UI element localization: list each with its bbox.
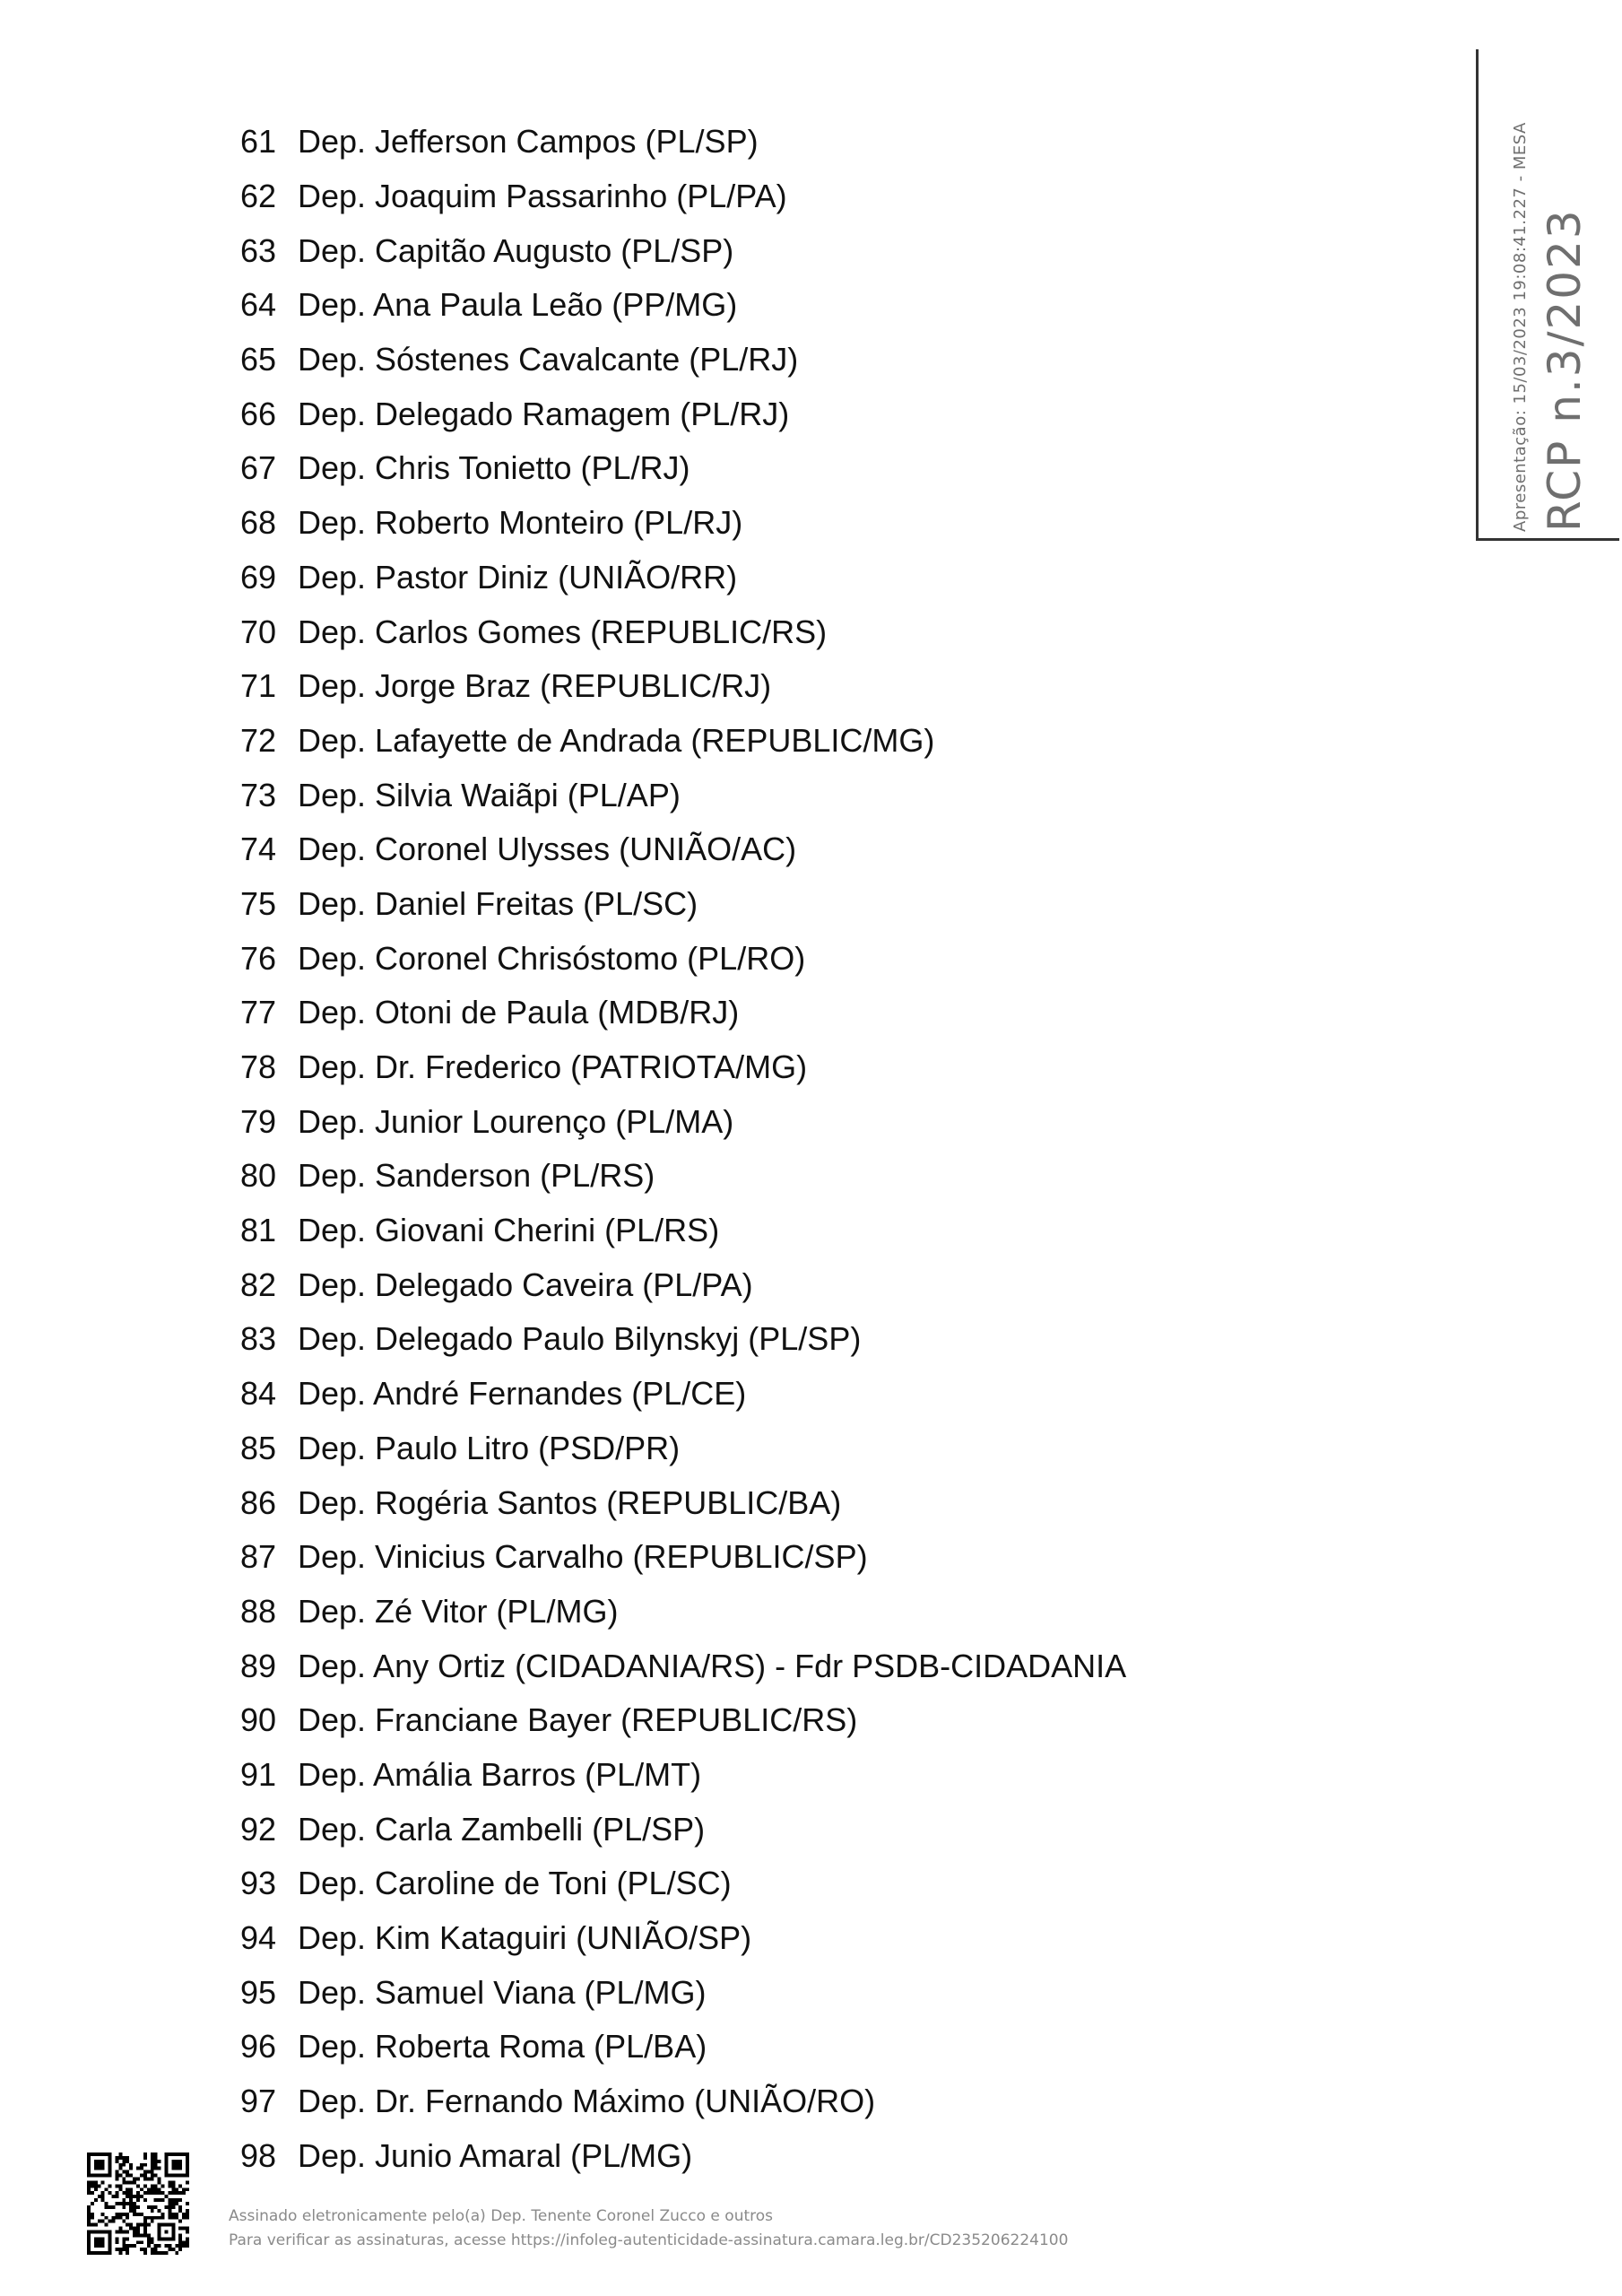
signer-number: 81 [240,1212,277,1249]
signer-row [240,1639,1126,1693]
qr-code-icon [87,2152,189,2255]
signer-name: Dep. Pastor Diniz (UNIÃO/RR) [298,558,738,596]
signer-name: Dep. Sanderson (PL/RS) [298,1157,655,1195]
signer-number: 74 [240,831,277,868]
signer-number: 96 [240,2028,277,2066]
signer-list [240,115,1126,2183]
presentation-date: Apresentação: 15/03/2023 19:08:41.227 - MESA [1510,122,1530,532]
signer-row [240,604,1126,659]
presentation-stamp [1476,49,1619,541]
signer-name: Dep. Rogéria Santos (REPUBLIC/BA) [298,1483,842,1521]
signer-name: Dep. Delegado Caveira (PL/PA) [298,1265,753,1303]
signer-row [240,659,1126,714]
signer-name: Dep. Sóstenes Cavalcante (PL/RJ) [298,341,799,378]
signer-number: 94 [240,1919,277,1957]
signer-row [240,1693,1126,1748]
signer-number: 90 [240,1701,277,1739]
signer-row [240,2020,1126,2074]
signer-row [240,1585,1126,1639]
signer-name: Dep. Dr. Frederico (PATRIOTA/MG) [298,1048,808,1086]
signer-row [240,441,1126,496]
signer-row [240,1911,1126,1966]
signer-row [240,1965,1126,2020]
signer-name: Dep. Silvia Waiãpi (PL/AP) [298,776,681,813]
signer-row [240,1802,1126,1857]
document-id: RCP n.3/2023 [1538,208,1591,532]
signer-name: Dep. Delegado Ramagem (PL/RJ) [298,395,790,432]
signer-number: 97 [240,2083,277,2120]
signer-row [240,768,1126,822]
signer-name: Dep. Carlos Gomes (REPUBLIC/RS) [298,613,828,650]
signer-number: 93 [240,1865,277,1902]
signer-number: 62 [240,178,277,215]
signer-number: 78 [240,1048,277,1086]
signer-number: 95 [240,1973,277,2011]
signer-row [240,170,1126,224]
signer-number: 98 [240,2136,277,2174]
signer-number: 68 [240,504,277,542]
signer-row [240,223,1126,278]
verify-text: Para verificar as assinaturas, acesse https://infoleg-autenticidade-assinatura.camara.leg.br/CD235206224100 [229,2231,1069,2249]
signer-name: Dep. Jorge Braz (REPUBLIC/RJ) [298,667,772,705]
signer-row [240,1312,1126,1367]
signer-name: Dep. Any Ortiz (CIDADANIA/RS) - Fdr PSDB-CIDADANIA [298,1647,1127,1684]
signer-name: Dep. Paulo Litro (PSD/PR) [298,1429,681,1466]
signer-number: 76 [240,939,277,977]
signer-number: 79 [240,1102,277,1140]
signer-row [240,1040,1126,1095]
signer-name: Dep. Coronel Ulysses (UNIÃO/AC) [298,831,797,868]
signer-row [240,1857,1126,1911]
signature-footer [229,2205,1068,2253]
signer-row [240,1748,1126,1803]
signer-name: Dep. Coronel Chrisóstomo (PL/RO) [298,939,806,977]
signer-name: Dep. Franciane Bayer (REPUBLIC/RS) [298,1701,858,1739]
signer-name: Dep. Samuel Viana (PL/MG) [298,1973,707,2011]
signer-row [240,278,1126,333]
signer-number: 80 [240,1157,277,1195]
signer-number: 72 [240,721,277,759]
signer-number: 64 [240,286,277,324]
signer-row [240,1475,1126,1530]
signer-number: 89 [240,1647,277,1684]
signer-name: Dep. Delegado Paulo Bilynskyj (PL/SP) [298,1320,862,1358]
signer-row [240,1149,1126,1204]
signer-name: Dep. Ana Paula Leão (PP/MG) [298,286,738,324]
signer-name: Dep. Junior Lourenço (PL/MA) [298,1102,734,1140]
signer-number: 63 [240,231,277,269]
signer-name: Dep. Carla Zambelli (PL/SP) [298,1810,706,1848]
signer-row [240,1204,1126,1258]
signer-name: Dep. Zé Vitor (PL/MG) [298,1592,619,1630]
signer-number: 86 [240,1483,277,1521]
signer-number: 84 [240,1375,277,1413]
signer-number: 91 [240,1755,277,1793]
signer-row [240,387,1126,441]
signer-row [240,1530,1126,1585]
signer-row [240,496,1126,551]
signed-by-text: Assinado eletronicamente pelo(a) Dep. Tenente Coronel Zucco e outros [229,2207,774,2225]
signer-number: 92 [240,1810,277,1848]
signer-row [240,115,1126,170]
signer-name: Dep. Daniel Freitas (PL/SC) [298,884,698,922]
signer-row [240,551,1126,605]
signer-row [240,877,1126,932]
signer-name: Dep. Vinicius Carvalho (REPUBLIC/SP) [298,1538,868,1576]
signer-name: Dep. Joaquim Passarinho (PL/PA) [298,178,787,215]
signer-row [240,1367,1126,1422]
signer-row [240,1257,1126,1312]
signer-name: Dep. Kim Kataguiri (UNIÃO/SP) [298,1919,752,1957]
signer-row [240,1094,1126,1149]
signer-row [240,2128,1126,2183]
signer-number: 82 [240,1265,277,1303]
signer-row [240,2074,1126,2129]
signer-name: Dep. Chris Tonietto (PL/RJ) [298,449,690,487]
signer-number: 73 [240,776,277,813]
signer-number: 83 [240,1320,277,1358]
signer-name: Dep. Roberto Monteiro (PL/RJ) [298,504,743,542]
signer-row [240,333,1126,387]
signer-number: 77 [240,994,277,1031]
signer-number: 87 [240,1538,277,1576]
signer-number: 70 [240,613,277,650]
signer-name: Dep. Capitão Augusto (PL/SP) [298,231,734,269]
signer-name: Dep. Caroline de Toni (PL/SC) [298,1865,732,1902]
signer-name: Dep. Jefferson Campos (PL/SP) [298,123,759,161]
signer-number: 88 [240,1592,277,1630]
signer-name: Dep. Lafayette de Andrada (REPUBLIC/MG) [298,721,935,759]
signer-name: Dep. Roberta Roma (PL/BA) [298,2028,707,2066]
signer-name: Dep. André Fernandes (PL/CE) [298,1375,747,1413]
signer-row [240,822,1126,877]
signer-row [240,931,1126,986]
signer-number: 66 [240,395,277,432]
signer-name: Dep. Giovani Cherini (PL/RS) [298,1212,720,1249]
signer-row [240,986,1126,1040]
signer-row [240,714,1126,769]
signer-number: 67 [240,449,277,487]
signer-name: Dep. Junio Amaral (PL/MG) [298,2136,693,2174]
signer-number: 75 [240,884,277,922]
signer-number: 69 [240,558,277,596]
signer-number: 61 [240,123,277,161]
signer-name: Dep. Amália Barros (PL/MT) [298,1755,702,1793]
signer-number: 85 [240,1429,277,1466]
signer-number: 65 [240,341,277,378]
signer-name: Dep. Dr. Fernando Máximo (UNIÃO/RO) [298,2083,876,2120]
signer-row [240,1422,1126,1476]
signer-name: Dep. Otoni de Paula (MDB/RJ) [298,994,740,1031]
signer-number: 71 [240,667,277,705]
